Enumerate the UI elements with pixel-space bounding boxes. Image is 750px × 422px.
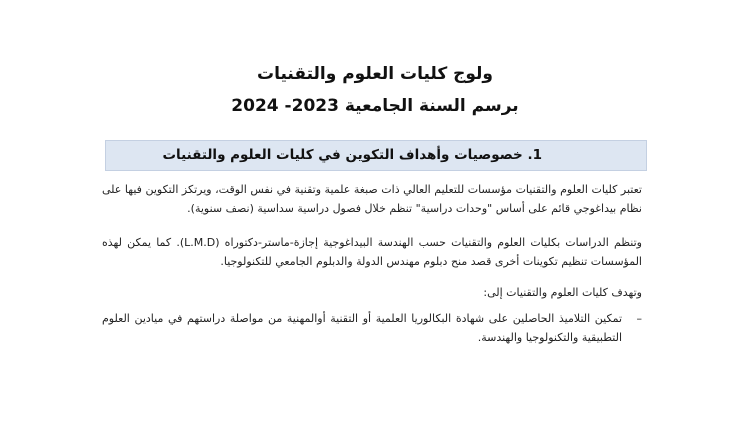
section-heading-bar — [105, 140, 647, 171]
document-title: ولوج كليات العلوم والتقنيات — [256, 64, 493, 84]
bullet-item — [102, 309, 642, 347]
document-subtitle: برسم السنة الجامعية 2023- 2024 — [231, 96, 519, 116]
bullet-marker: – — [636, 312, 642, 325]
bullet-text: تمكين التلاميذ الحاصلين على شهادة البكالوريا العلمية أو التقنية أوالمهنية من مواصلة دراستهم في ميادين العلوم التطبيقية والتكنولوجيا والهندسة. — [102, 312, 622, 344]
paragraph: تعتبر كليات العلوم والتقنيات مؤسسات للتعليم العالي ذات صبغة علمية وتقنية في نفس الوقت، ويرتكز التكوين فيها على نظام بيداغوجي قائم على أساس "وحدات دراسية" تنظم خلال فصول دراسية سداسية (نصف سنوية). — [102, 183, 642, 215]
paragraph: وتهدف كليات العلوم والتقنيات إلى: — [483, 286, 642, 299]
section-heading: 1. خصوصيات وأهداف التكوين في كليات العلوم والتقنيات — [162, 147, 542, 163]
paragraph: وتنظم الدراسات بكليات العلوم والتقنيات حسب الهندسة البيداغوجية إجازة-ماستر-دكتوراه (L.M.D). كما يمكن لهذه المؤسسات تنظيم تكوينات أخرى قصد منح دبلوم مهندس الدولة والدبلوم الجامعي للتكنولوجيا. — [102, 236, 642, 268]
